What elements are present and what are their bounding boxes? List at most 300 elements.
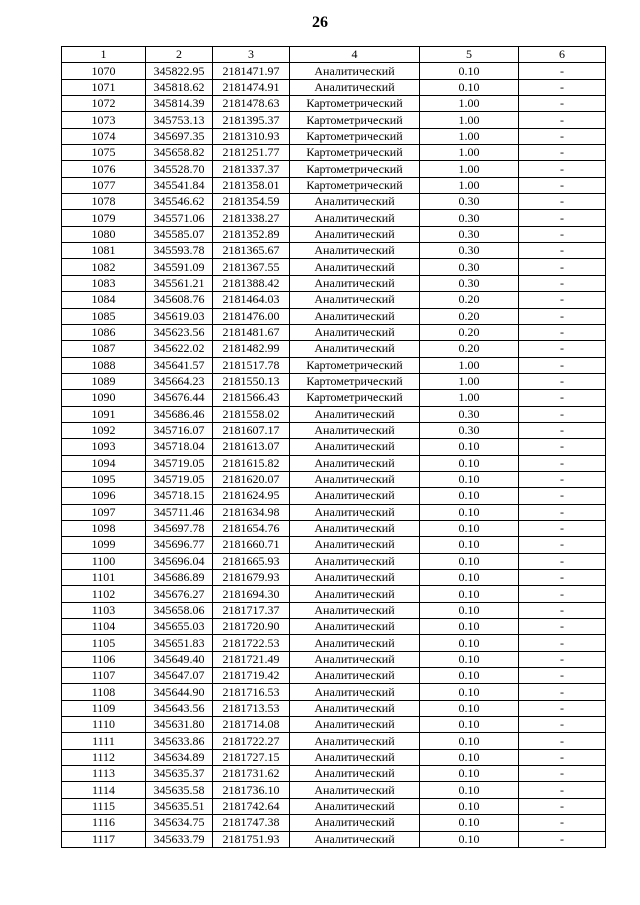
cell-method: Аналитический [290,488,420,504]
cell-y: 2181665.93 [213,553,290,569]
cell-accuracy: 0.10 [420,798,519,814]
cell-y: 2181714.08 [213,717,290,733]
cell-accuracy: 0.10 [420,717,519,733]
cell-description: - [519,782,606,798]
cell-x: 345822.95 [146,63,213,79]
cell-accuracy: 0.10 [420,831,519,847]
table-row [62,324,606,340]
cell-x: 345585.07 [146,226,213,242]
cell-method: Аналитический [290,733,420,749]
cell-x: 345635.51 [146,798,213,814]
table-body [62,63,606,848]
cell-accuracy: 0.10 [420,79,519,95]
cell-accuracy: 0.10 [420,537,519,553]
cell-point-number: 1111 [62,733,146,749]
cell-method: Аналитический [290,275,420,291]
cell-description: - [519,406,606,422]
cell-point-number: 1087 [62,341,146,357]
cell-description: - [519,553,606,569]
cell-y: 2181352.89 [213,226,290,242]
cell-point-number: 1077 [62,177,146,193]
table-row [62,815,606,831]
cell-y: 2181634.98 [213,504,290,520]
cell-y: 2181660.71 [213,537,290,553]
cell-description: - [519,586,606,602]
cell-description: - [519,471,606,487]
cell-point-number: 1097 [62,504,146,520]
cell-method: Аналитический [290,79,420,95]
cell-accuracy: 0.10 [420,619,519,635]
cell-y: 2181517.78 [213,357,290,373]
cell-method: Аналитический [290,717,420,733]
cell-method: Аналитический [290,455,420,471]
cell-point-number: 1090 [62,390,146,406]
cell-accuracy: 0.10 [420,766,519,782]
cell-x: 345647.07 [146,668,213,684]
cell-y: 2181481.67 [213,324,290,340]
cell-description: - [519,128,606,144]
table-row [62,684,606,700]
cell-point-number: 1098 [62,520,146,536]
cell-point-number: 1086 [62,324,146,340]
cell-accuracy: 0.30 [420,406,519,422]
cell-y: 2181717.37 [213,602,290,618]
table-row [62,520,606,536]
cell-y: 2181694.30 [213,586,290,602]
cell-accuracy: 0.10 [420,749,519,765]
cell-accuracy: 0.20 [420,308,519,324]
cell-x: 345593.78 [146,243,213,259]
cell-point-number: 1116 [62,815,146,831]
cell-x: 345658.82 [146,145,213,161]
cell-y: 2181464.03 [213,292,290,308]
table-row [62,651,606,667]
cell-x: 345697.78 [146,520,213,536]
cell-method: Аналитический [290,406,420,422]
cell-x: 345591.09 [146,259,213,275]
cell-point-number: 1110 [62,717,146,733]
cell-method: Аналитический [290,422,420,438]
cell-method: Аналитический [290,341,420,357]
cell-point-number: 1115 [62,798,146,814]
cell-method: Аналитический [290,700,420,716]
cell-method: Аналитический [290,570,420,586]
table-header [62,47,606,63]
cell-description: - [519,243,606,259]
cell-point-number: 1094 [62,455,146,471]
cell-description: - [519,815,606,831]
cell-y: 2181367.55 [213,259,290,275]
cell-description: - [519,259,606,275]
cell-method: Картометрический [290,96,420,112]
cell-x: 345644.90 [146,684,213,700]
cell-description: - [519,455,606,471]
table-row [62,570,606,586]
cell-method: Аналитический [290,668,420,684]
coordinates-table [61,46,606,848]
cell-x: 345635.37 [146,766,213,782]
table-row [62,798,606,814]
cell-point-number: 1079 [62,210,146,226]
cell-x: 345641.57 [146,357,213,373]
cell-y: 2181358.01 [213,177,290,193]
table-row [62,782,606,798]
cell-x: 345718.04 [146,439,213,455]
cell-x: 345686.89 [146,570,213,586]
cell-y: 2181722.53 [213,635,290,651]
table-row [62,259,606,275]
cell-y: 2181751.93 [213,831,290,847]
table-row [62,177,606,193]
table-row [62,275,606,291]
cell-description: - [519,63,606,79]
cell-x: 345711.46 [146,504,213,520]
cell-method: Аналитический [290,553,420,569]
cell-description: - [519,357,606,373]
table-row [62,471,606,487]
cell-description: - [519,766,606,782]
cell-description: - [519,292,606,308]
cell-y: 2181251.77 [213,145,290,161]
cell-description: - [519,308,606,324]
cell-method: Аналитический [290,308,420,324]
cell-x: 345676.27 [146,586,213,602]
cell-description: - [519,668,606,684]
cell-point-number: 1092 [62,422,146,438]
table-row [62,455,606,471]
cell-method: Аналитический [290,602,420,618]
cell-y: 2181395.37 [213,112,290,128]
cell-y: 2181476.00 [213,308,290,324]
cell-y: 2181388.42 [213,275,290,291]
table-row [62,586,606,602]
table-row [62,341,606,357]
cell-y: 2181310.93 [213,128,290,144]
cell-point-number: 1073 [62,112,146,128]
cell-point-number: 1091 [62,406,146,422]
cell-point-number: 1100 [62,553,146,569]
cell-point-number: 1107 [62,668,146,684]
cell-accuracy: 0.10 [420,455,519,471]
cell-point-number: 1114 [62,782,146,798]
cell-y: 2181736.10 [213,782,290,798]
table-row [62,504,606,520]
cell-y: 2181727.15 [213,749,290,765]
cell-y: 2181354.59 [213,194,290,210]
table-row [62,700,606,716]
cell-accuracy: 0.20 [420,292,519,308]
table-row [62,243,606,259]
table-row [62,390,606,406]
cell-description: - [519,717,606,733]
table-row [62,96,606,112]
cell-description: - [519,324,606,340]
cell-point-number: 1078 [62,194,146,210]
cell-point-number: 1102 [62,586,146,602]
cell-method: Аналитический [290,471,420,487]
cell-x: 345818.62 [146,79,213,95]
cell-accuracy: 1.00 [420,145,519,161]
cell-accuracy: 1.00 [420,357,519,373]
cell-x: 345676.44 [146,390,213,406]
cell-point-number: 1080 [62,226,146,242]
cell-method: Аналитический [290,619,420,635]
table-row [62,292,606,308]
cell-accuracy: 0.20 [420,324,519,340]
cell-y: 2181558.02 [213,406,290,422]
cell-x: 345541.84 [146,177,213,193]
cell-y: 2181337.37 [213,161,290,177]
cell-accuracy: 0.10 [420,733,519,749]
cell-method: Картометрический [290,357,420,373]
cell-accuracy: 0.10 [420,651,519,667]
table-row [62,161,606,177]
cell-x: 345649.40 [146,651,213,667]
cell-point-number: 1076 [62,161,146,177]
table-row [62,488,606,504]
cell-x: 345697.35 [146,128,213,144]
cell-accuracy: 0.30 [420,194,519,210]
cell-description: - [519,635,606,651]
cell-y: 2181624.95 [213,488,290,504]
cell-accuracy: 0.10 [420,504,519,520]
cell-method: Аналитический [290,766,420,782]
cell-description: - [519,177,606,193]
header-cell-y: 3 [213,47,290,63]
cell-accuracy: 0.30 [420,259,519,275]
cell-y: 2181615.82 [213,455,290,471]
cell-accuracy: 0.10 [420,471,519,487]
cell-accuracy: 0.10 [420,439,519,455]
cell-x: 345619.03 [146,308,213,324]
cell-description: - [519,439,606,455]
cell-point-number: 1095 [62,471,146,487]
cell-accuracy: 1.00 [420,112,519,128]
cell-point-number: 1070 [62,63,146,79]
cell-method: Аналитический [290,63,420,79]
table-row [62,308,606,324]
header-cell-point-number: 1 [62,47,146,63]
cell-point-number: 1082 [62,259,146,275]
table-row [62,766,606,782]
header-cell-description: 6 [519,47,606,63]
cell-method: Аналитический [290,782,420,798]
cell-description: - [519,145,606,161]
cell-x: 345622.02 [146,341,213,357]
table-row [62,63,606,79]
cell-accuracy: 0.10 [420,782,519,798]
table-row [62,553,606,569]
cell-method: Картометрический [290,128,420,144]
cell-point-number: 1084 [62,292,146,308]
cell-description: - [519,651,606,667]
cell-accuracy: 1.00 [420,128,519,144]
cell-description: - [519,112,606,128]
cell-x: 345716.07 [146,422,213,438]
cell-point-number: 1113 [62,766,146,782]
cell-y: 2181720.90 [213,619,290,635]
cell-description: - [519,619,606,635]
cell-y: 2181566.43 [213,390,290,406]
cell-description: - [519,210,606,226]
table-row [62,226,606,242]
cell-x: 345658.06 [146,602,213,618]
cell-x: 345718.15 [146,488,213,504]
cell-point-number: 1112 [62,749,146,765]
table-row [62,668,606,684]
cell-accuracy: 0.30 [420,243,519,259]
cell-description: - [519,422,606,438]
cell-method: Аналитический [290,243,420,259]
cell-description: - [519,700,606,716]
cell-description: - [519,96,606,112]
cell-point-number: 1096 [62,488,146,504]
cell-method: Аналитический [290,537,420,553]
cell-accuracy: 0.10 [420,586,519,602]
cell-x: 345696.77 [146,537,213,553]
cell-point-number: 1099 [62,537,146,553]
cell-accuracy: 0.30 [420,422,519,438]
cell-method: Аналитический [290,798,420,814]
cell-method: Картометрический [290,177,420,193]
cell-accuracy: 1.00 [420,390,519,406]
cell-x: 345634.75 [146,815,213,831]
table-row [62,112,606,128]
cell-accuracy: 0.10 [420,488,519,504]
page-number: 26 [312,14,328,31]
cell-method: Аналитический [290,635,420,651]
cell-method: Аналитический [290,651,420,667]
table-row [62,733,606,749]
header-cell-accuracy: 5 [420,47,519,63]
cell-description: - [519,390,606,406]
cell-y: 2181722.27 [213,733,290,749]
cell-accuracy: 0.10 [420,700,519,716]
table-row [62,619,606,635]
cell-point-number: 1093 [62,439,146,455]
cell-description: - [519,831,606,847]
cell-accuracy: 0.10 [420,520,519,536]
cell-accuracy: 0.20 [420,341,519,357]
cell-point-number: 1109 [62,700,146,716]
cell-x: 345633.86 [146,733,213,749]
table-row [62,831,606,847]
cell-x: 345814.39 [146,96,213,112]
cell-x: 345719.05 [146,471,213,487]
cell-y: 2181654.76 [213,520,290,536]
header-cell-method: 4 [290,47,420,63]
cell-accuracy: 0.30 [420,226,519,242]
cell-x: 345561.21 [146,275,213,291]
cell-y: 2181721.49 [213,651,290,667]
cell-point-number: 1074 [62,128,146,144]
cell-x: 345633.79 [146,831,213,847]
cell-x: 345696.04 [146,553,213,569]
cell-y: 2181716.53 [213,684,290,700]
cell-y: 2181365.67 [213,243,290,259]
cell-accuracy: 0.10 [420,684,519,700]
cell-y: 2181482.99 [213,341,290,357]
cell-y: 2181620.07 [213,471,290,487]
cell-description: - [519,733,606,749]
cell-y: 2181613.07 [213,439,290,455]
cell-accuracy: 0.10 [420,668,519,684]
table-row [62,439,606,455]
cell-description: - [519,275,606,291]
cell-accuracy: 1.00 [420,373,519,389]
cell-method: Аналитический [290,259,420,275]
cell-y: 2181471.97 [213,63,290,79]
cell-x: 345634.89 [146,749,213,765]
cell-description: - [519,570,606,586]
cell-method: Картометрический [290,373,420,389]
cell-x: 345686.46 [146,406,213,422]
cell-accuracy: 0.10 [420,815,519,831]
cell-description: - [519,749,606,765]
cell-description: - [519,161,606,177]
header-row [62,47,606,63]
cell-x: 345664.23 [146,373,213,389]
table-row [62,145,606,161]
table-row [62,749,606,765]
cell-method: Аналитический [290,194,420,210]
cell-point-number: 1105 [62,635,146,651]
cell-accuracy: 1.00 [420,96,519,112]
cell-x: 345631.80 [146,717,213,733]
table-row [62,422,606,438]
cell-y: 2181719.42 [213,668,290,684]
cell-x: 345651.83 [146,635,213,651]
cell-y: 2181550.13 [213,373,290,389]
cell-y: 2181713.53 [213,700,290,716]
cell-method: Аналитический [290,324,420,340]
cell-method: Аналитический [290,292,420,308]
table-row [62,406,606,422]
cell-description: - [519,373,606,389]
cell-accuracy: 0.10 [420,63,519,79]
cell-point-number: 1081 [62,243,146,259]
cell-y: 2181679.93 [213,570,290,586]
cell-description: - [519,194,606,210]
cell-method: Картометрический [290,161,420,177]
cell-x: 345635.58 [146,782,213,798]
cell-x: 345528.70 [146,161,213,177]
cell-x: 345719.05 [146,455,213,471]
table-row [62,128,606,144]
cell-y: 2181747.38 [213,815,290,831]
cell-point-number: 1108 [62,684,146,700]
cell-point-number: 1104 [62,619,146,635]
cell-point-number: 1075 [62,145,146,161]
cell-method: Аналитический [290,749,420,765]
cell-y: 2181474.91 [213,79,290,95]
table-row [62,635,606,651]
cell-method: Аналитический [290,504,420,520]
cell-x: 345753.13 [146,112,213,128]
cell-method: Аналитический [290,831,420,847]
cell-x: 345546.62 [146,194,213,210]
cell-method: Картометрический [290,112,420,128]
cell-method: Аналитический [290,520,420,536]
cell-point-number: 1083 [62,275,146,291]
cell-description: - [519,226,606,242]
cell-description: - [519,488,606,504]
cell-point-number: 1071 [62,79,146,95]
cell-x: 345571.06 [146,210,213,226]
cell-point-number: 1103 [62,602,146,618]
table-row [62,357,606,373]
cell-method: Картометрический [290,145,420,161]
